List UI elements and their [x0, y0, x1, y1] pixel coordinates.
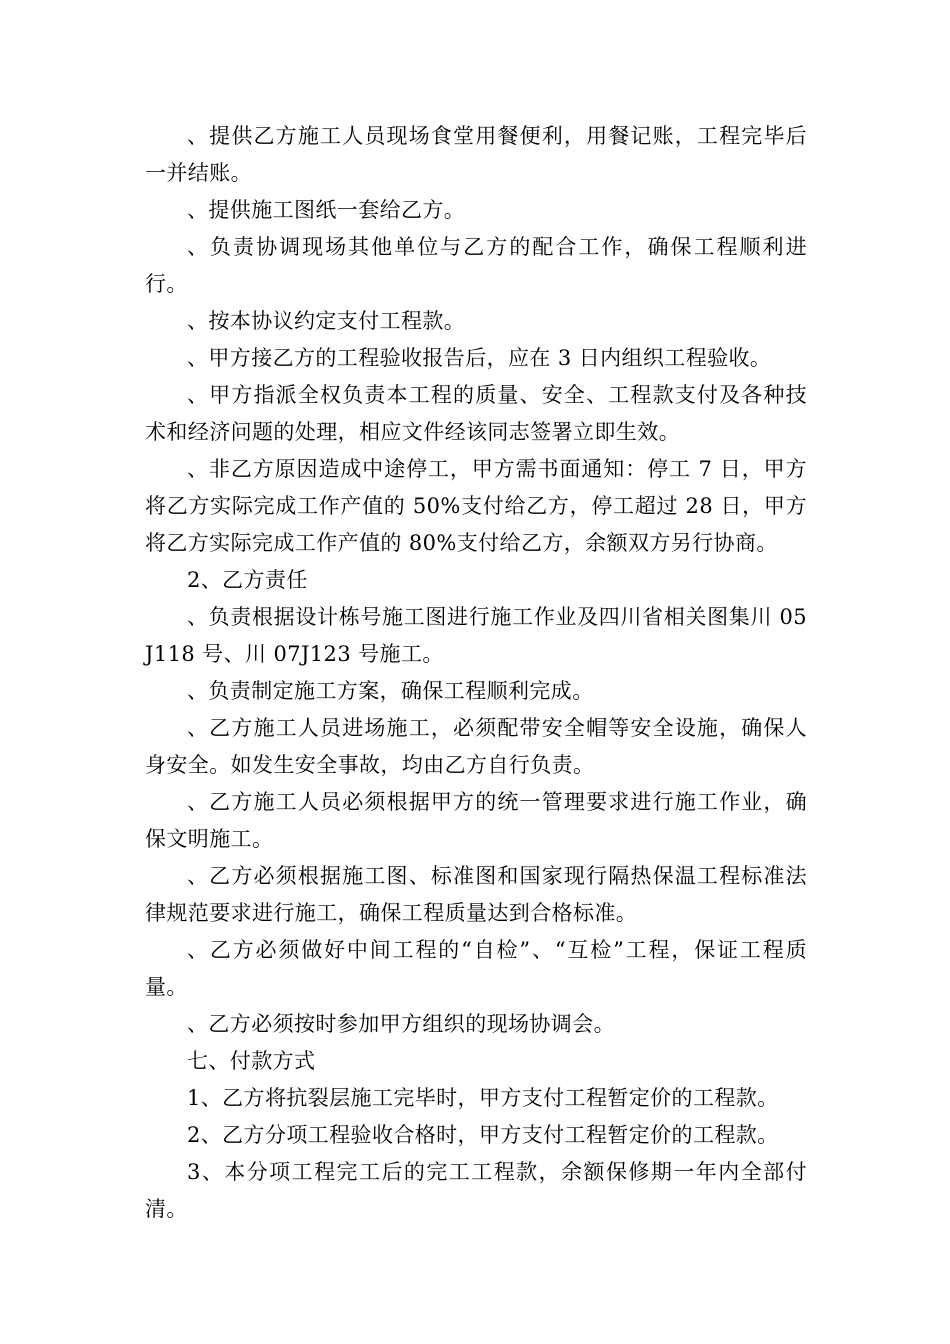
section-heading-party-b: 2、乙方责任: [187, 568, 308, 592]
paragraph-coordination-meeting: 、乙方必须按时参加甲方组织的现场协调会。: [187, 1012, 615, 1036]
paragraph-acceptance: 、甲方接乙方的工程验收报告后，应在 3 日内组织工程验收。: [187, 346, 772, 370]
paragraph-payment-per-agreement: 、按本协议约定支付工程款。: [187, 309, 466, 333]
paragraph-drawings: 、提供施工图纸一套给乙方。: [187, 198, 466, 222]
paragraph-payment-1: 1、乙方将抗裂层施工完毕时，甲方支付工程暂定价的工程款。: [187, 1086, 779, 1110]
paragraph-payment-3: 3、本分项工程完工后的完工工程款，余额保修期一年内全部付清。: [145, 1160, 807, 1221]
paragraph-construction-plan: 、负责制定施工方案，确保工程顺利完成。: [187, 679, 594, 703]
section-heading-payment-method: 七、付款方式: [187, 1049, 316, 1073]
paragraph-work-stoppage: 、非乙方原因造成中途停工，甲方需书面通知：停工 7 日，甲方将乙方实际完成工作产值的 50%支付给乙方，停工超过 28 日，甲方将乙方实际完成工作产值的 80%支付给乙方，余额双方另行协商。: [145, 457, 807, 555]
paragraph-inspection: 、乙方必须做好中间工程的“自检”、“互检”工程，保证工程质量。: [145, 938, 807, 999]
document-body: [145, 118, 807, 1228]
paragraph-coordination: 、负责协调现场其他单位与乙方的配合工作，确保工程顺利进行。: [145, 235, 807, 296]
paragraph-payment-2: 2、乙方分项工程验收合格时，甲方支付工程暂定价的工程款。: [187, 1123, 779, 1147]
paragraph-civilized-construction: 、乙方施工人员必须根据甲方的统一管理要求进行施工作业，确保文明施工。: [145, 790, 807, 851]
paragraph-safety: 、乙方施工人员进场施工，必须配带安全帽等安全设施，确保人身安全。如发生安全事故，均由乙方自行负责。: [145, 716, 807, 777]
paragraph-canteen: 、提供乙方施工人员现场食堂用餐便利，用餐记账，工程完毕后一并结账。: [145, 124, 807, 185]
paragraph-quality-standards: 、乙方必须根据施工图、标准图和国家现行隔热保温工程标准法律规范要求进行施工，确保工程质量达到合格标准。: [145, 864, 807, 925]
paragraph-representative: 、甲方指派全权负责本工程的质量、安全、工程款支付及各种技术和经济问题的处理，相应文件经该同志签署立即生效。: [145, 383, 807, 444]
paragraph-construction-drawings: 、负责根据设计栋号施工图进行施工作业及四川省相关图集川 05J118 号、川 07J123 号施工。: [145, 605, 807, 666]
